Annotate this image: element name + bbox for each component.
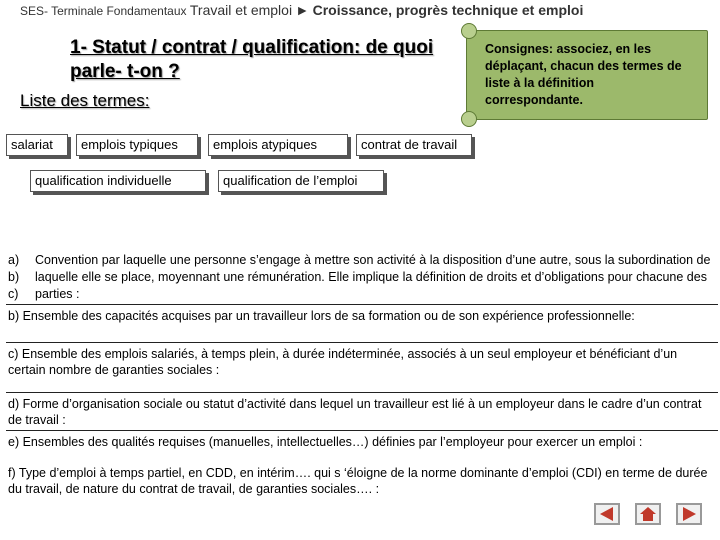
scroll-curl-bottom [461, 111, 477, 127]
home-button[interactable] [635, 503, 661, 525]
letter-b: b) [8, 270, 20, 284]
definition-abc [6, 252, 718, 304]
previous-slide-button[interactable] [594, 503, 620, 525]
home-icon [637, 505, 659, 523]
definitions-list [6, 252, 718, 499]
header-arrow: ► [295, 2, 310, 18]
page-title: 1- Statut / contrat / qualification: de quoi parle- t-on ? [70, 37, 434, 82]
letter-a: a) [8, 253, 20, 267]
term-contrat-de-travail[interactable]: contrat de travail [356, 134, 472, 156]
term-qualification-individuelle[interactable]: qualification individuelle [30, 170, 206, 192]
term-qualification-de-l-emploi[interactable]: qualification de l’emploi [218, 170, 384, 192]
scroll-curl-top [461, 23, 477, 39]
terms-list-heading: Liste des termes: [20, 91, 150, 110]
definition-d: d) Forme d’organisation sociale ou statut d’activité dans lequel un travailleur est lié à un employeur dans le cadre d’un contrat de travail : [8, 397, 702, 427]
next-slide-icon [678, 505, 700, 523]
term-salariat[interactable]: salariat [6, 134, 68, 156]
instructions-text: Consignes: associez, en les déplaçant, chacun des termes de liste à la définition correspondante. [485, 42, 682, 107]
previous-slide-icon [596, 505, 618, 523]
definition-abc-letters [8, 252, 28, 303]
definition-f: f) Type d’emploi à temps partiel, en CDD, en intérim…. qui s ‘éloigne de la norme dominante d’emploi (CDI) en terme de durée du travail, de nature du contrat de travail, de garanties sociales…. : [8, 466, 708, 496]
instructions-scroll [466, 30, 708, 120]
definition-e: e) Ensembles des qualités requises (manuelles, intellectuelles…) définies par l’employeur pour exercer un emploi : [8, 435, 643, 449]
definition-b: b) Ensemble des capacités acquises par un travailleur lors de sa formation ou de son expérience professionnelle: [8, 309, 635, 323]
header-chapter: Travail et emploi [189, 2, 293, 18]
header-prefix: SES- Terminale Fondamentaux [20, 4, 187, 18]
header-topic: Croissance, progrès technique et emploi [312, 2, 584, 18]
header [20, 2, 583, 20]
letter-c: c) [8, 287, 19, 301]
term-emplois-typiques[interactable]: emplois typiques [76, 134, 198, 156]
term-emplois-atypiques[interactable]: emplois atypiques [208, 134, 348, 156]
next-slide-button[interactable] [676, 503, 702, 525]
definition-abc-text: Convention par laquelle une personne s’engage à mettre son activité à la disposition d’une autre, sous la subordination de laquelle elle se place, moyennant une rémunération. Elle implique la définition de droits et d’obligations pour chacune des parties : [35, 253, 711, 301]
definition-c: c) Ensemble des emplois salariés, à temps plein, à durée indéterminée, associés à un seul employeur et bénéficiant d’un certain nombre de garanties sociales : [8, 347, 678, 377]
